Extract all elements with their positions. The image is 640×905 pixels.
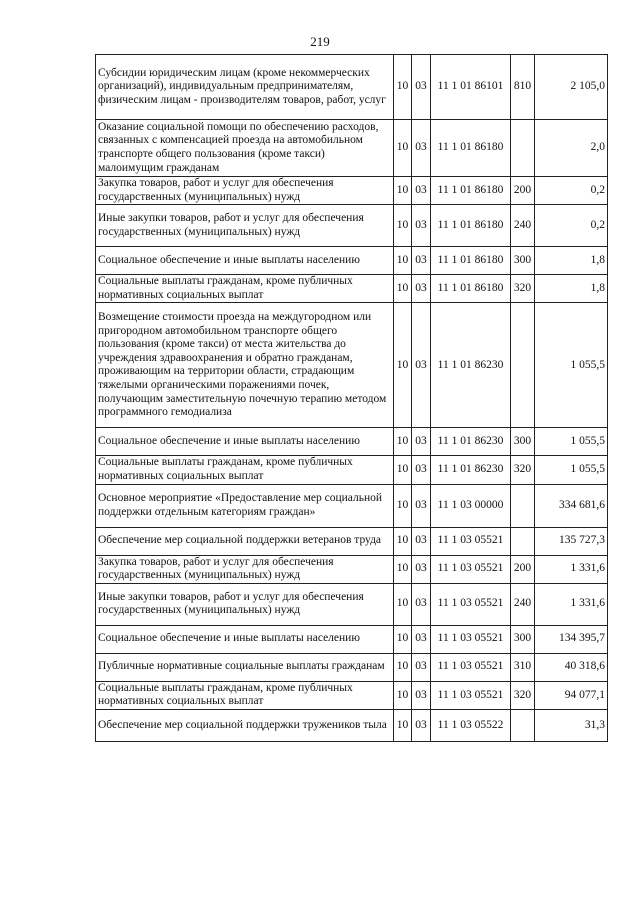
- section-code-cell: 10: [394, 583, 412, 625]
- section-code-cell: 10: [394, 653, 412, 681]
- amount-cell: 1 055,5: [535, 456, 608, 484]
- subsection-code-cell: 03: [412, 583, 431, 625]
- section-code-cell: 10: [394, 177, 412, 205]
- target-item-code-cell: 11 1 03 05521: [431, 555, 511, 583]
- table-row: [96, 484, 608, 527]
- amount-cell: 31,3: [535, 709, 608, 741]
- row-name-cell: Иные закупки товаров, работ и услуг для обеспечения государственных (муниципальных) нужд: [96, 205, 394, 247]
- subsection-code-cell: 03: [412, 55, 431, 120]
- row-name-cell: Публичные нормативные социальные выплаты гражданам: [96, 653, 394, 681]
- expense-type-code-cell: 320: [511, 681, 535, 709]
- expense-type-code-cell: 200: [511, 555, 535, 583]
- amount-cell: 134 395,7: [535, 625, 608, 653]
- section-code-cell: 10: [394, 120, 412, 177]
- subsection-code-cell: 03: [412, 247, 431, 275]
- target-item-code-cell: 11 1 03 05521: [431, 625, 511, 653]
- table-row: [96, 275, 608, 303]
- row-name-cell: Социальные выплаты гражданам, кроме публичных нормативных социальных выплат: [96, 456, 394, 484]
- table-row: [96, 247, 608, 275]
- page-number: 219: [310, 34, 330, 49]
- target-item-code-cell: 11 1 03 05521: [431, 681, 511, 709]
- row-name-cell: Социальное обеспечение и иные выплаты населению: [96, 428, 394, 456]
- table-row: [96, 428, 608, 456]
- amount-cell: 1 331,6: [535, 583, 608, 625]
- section-code-cell: 10: [394, 303, 412, 428]
- subsection-code-cell: 03: [412, 205, 431, 247]
- target-item-code-cell: 11 1 01 86180: [431, 120, 511, 177]
- section-code-cell: 10: [394, 709, 412, 741]
- row-name-cell: Субсидии юридическим лицам (кроме некоммерческих организаций), индивидуальным предпринимателям, физическим лицам - производителям товаров, работ, услуг: [96, 55, 394, 120]
- table-row: [96, 625, 608, 653]
- subsection-code-cell: 03: [412, 303, 431, 428]
- target-item-code-cell: 11 1 01 86230: [431, 303, 511, 428]
- row-name-cell: Социальные выплаты гражданам, кроме публичных нормативных социальных выплат: [96, 681, 394, 709]
- amount-cell: 0,2: [535, 177, 608, 205]
- row-name-cell: Закупка товаров, работ и услуг для обеспечения государственных (муниципальных) нужд: [96, 555, 394, 583]
- row-name-cell: Социальное обеспечение и иные выплаты населению: [96, 625, 394, 653]
- amount-cell: 2,0: [535, 120, 608, 177]
- table-row: [96, 555, 608, 583]
- expense-type-code-cell: [511, 120, 535, 177]
- target-item-code-cell: 11 1 03 05521: [431, 653, 511, 681]
- table-row: [96, 583, 608, 625]
- row-name-cell: Возмещение стоимости проезда на междугородном или пригородном автомобильном транспорте общего пользования (кроме такси) от места жительства до учреждения здравоохранения и обратно гражданам, проживающим на территории области, страдающим тяжелыми органическими поражениями почек, получающим заместительную почечную терапию методом программного гемодиализа: [96, 303, 394, 428]
- section-code-cell: 10: [394, 275, 412, 303]
- expense-type-code-cell: 240: [511, 583, 535, 625]
- row-name-cell: Социальные выплаты гражданам, кроме публичных нормативных социальных выплат: [96, 275, 394, 303]
- table-row: [96, 653, 608, 681]
- expense-type-code-cell: 300: [511, 428, 535, 456]
- table-row: [96, 681, 608, 709]
- expense-type-code-cell: 810: [511, 55, 535, 120]
- row-name-cell: Обеспечение мер социальной поддержки ветеранов труда: [96, 527, 394, 555]
- budget-table-body: [96, 55, 608, 742]
- table-row: [96, 177, 608, 205]
- section-code-cell: 10: [394, 55, 412, 120]
- section-code-cell: 10: [394, 205, 412, 247]
- section-code-cell: 10: [394, 484, 412, 527]
- subsection-code-cell: 03: [412, 555, 431, 583]
- target-item-code-cell: 11 1 03 05521: [431, 583, 511, 625]
- amount-cell: 2 105,0: [535, 55, 608, 120]
- amount-cell: 135 727,3: [535, 527, 608, 555]
- section-code-cell: 10: [394, 555, 412, 583]
- subsection-code-cell: 03: [412, 275, 431, 303]
- table-row: [96, 55, 608, 120]
- section-code-cell: 10: [394, 456, 412, 484]
- expense-type-code-cell: [511, 303, 535, 428]
- target-item-code-cell: 11 1 01 86101: [431, 55, 511, 120]
- row-name-cell: Иные закупки товаров, работ и услуг для обеспечения государственных (муниципальных) нужд: [96, 583, 394, 625]
- amount-cell: 1 331,6: [535, 555, 608, 583]
- row-name-cell: Оказание социальной помощи по обеспечению расходов, связанных с компенсацией проезда на автомобильном транспорте общего пользования (кроме такси) малоимущим гражданам: [96, 120, 394, 177]
- table-row: [96, 709, 608, 741]
- expense-type-code-cell: 240: [511, 205, 535, 247]
- row-name-cell: Основное мероприятие «Предоставление мер социальной поддержки отдельным категориям граждан»: [96, 484, 394, 527]
- budget-table: [95, 54, 608, 742]
- amount-cell: 94 077,1: [535, 681, 608, 709]
- subsection-code-cell: 03: [412, 625, 431, 653]
- subsection-code-cell: 03: [412, 428, 431, 456]
- target-item-code-cell: 11 1 01 86180: [431, 177, 511, 205]
- amount-cell: 1,8: [535, 247, 608, 275]
- amount-cell: 334 681,6: [535, 484, 608, 527]
- expense-type-code-cell: 320: [511, 456, 535, 484]
- target-item-code-cell: 11 1 01 86180: [431, 275, 511, 303]
- amount-cell: 1 055,5: [535, 428, 608, 456]
- row-name-cell: Закупка товаров, работ и услуг для обеспечения государственных (муниципальных) нужд: [96, 177, 394, 205]
- section-code-cell: 10: [394, 681, 412, 709]
- target-item-code-cell: 11 1 01 86180: [431, 205, 511, 247]
- amount-cell: 1 055,5: [535, 303, 608, 428]
- amount-cell: 1,8: [535, 275, 608, 303]
- subsection-code-cell: 03: [412, 653, 431, 681]
- expense-type-code-cell: 320: [511, 275, 535, 303]
- section-code-cell: 10: [394, 625, 412, 653]
- table-row: [96, 120, 608, 177]
- expense-type-code-cell: [511, 709, 535, 741]
- expense-type-code-cell: [511, 484, 535, 527]
- expense-type-code-cell: [511, 527, 535, 555]
- subsection-code-cell: 03: [412, 527, 431, 555]
- amount-cell: 40 318,6: [535, 653, 608, 681]
- expense-type-code-cell: 300: [511, 247, 535, 275]
- section-code-cell: 10: [394, 428, 412, 456]
- subsection-code-cell: 03: [412, 120, 431, 177]
- subsection-code-cell: 03: [412, 709, 431, 741]
- target-item-code-cell: 11 1 01 86230: [431, 456, 511, 484]
- expense-type-code-cell: 200: [511, 177, 535, 205]
- table-row: [96, 205, 608, 247]
- subsection-code-cell: 03: [412, 484, 431, 527]
- row-name-cell: Социальное обеспечение и иные выплаты населению: [96, 247, 394, 275]
- table-row: [96, 527, 608, 555]
- target-item-code-cell: 11 1 01 86230: [431, 428, 511, 456]
- table-row: [96, 303, 608, 428]
- subsection-code-cell: 03: [412, 681, 431, 709]
- subsection-code-cell: 03: [412, 177, 431, 205]
- target-item-code-cell: 11 1 03 05522: [431, 709, 511, 741]
- section-code-cell: 10: [394, 247, 412, 275]
- target-item-code-cell: 11 1 03 00000: [431, 484, 511, 527]
- expense-type-code-cell: 300: [511, 625, 535, 653]
- target-item-code-cell: 11 1 03 05521: [431, 527, 511, 555]
- expense-type-code-cell: 310: [511, 653, 535, 681]
- table-row: [96, 456, 608, 484]
- amount-cell: 0,2: [535, 205, 608, 247]
- subsection-code-cell: 03: [412, 456, 431, 484]
- section-code-cell: 10: [394, 527, 412, 555]
- row-name-cell: Обеспечение мер социальной поддержки тружеников тыла: [96, 709, 394, 741]
- target-item-code-cell: 11 1 01 86180: [431, 247, 511, 275]
